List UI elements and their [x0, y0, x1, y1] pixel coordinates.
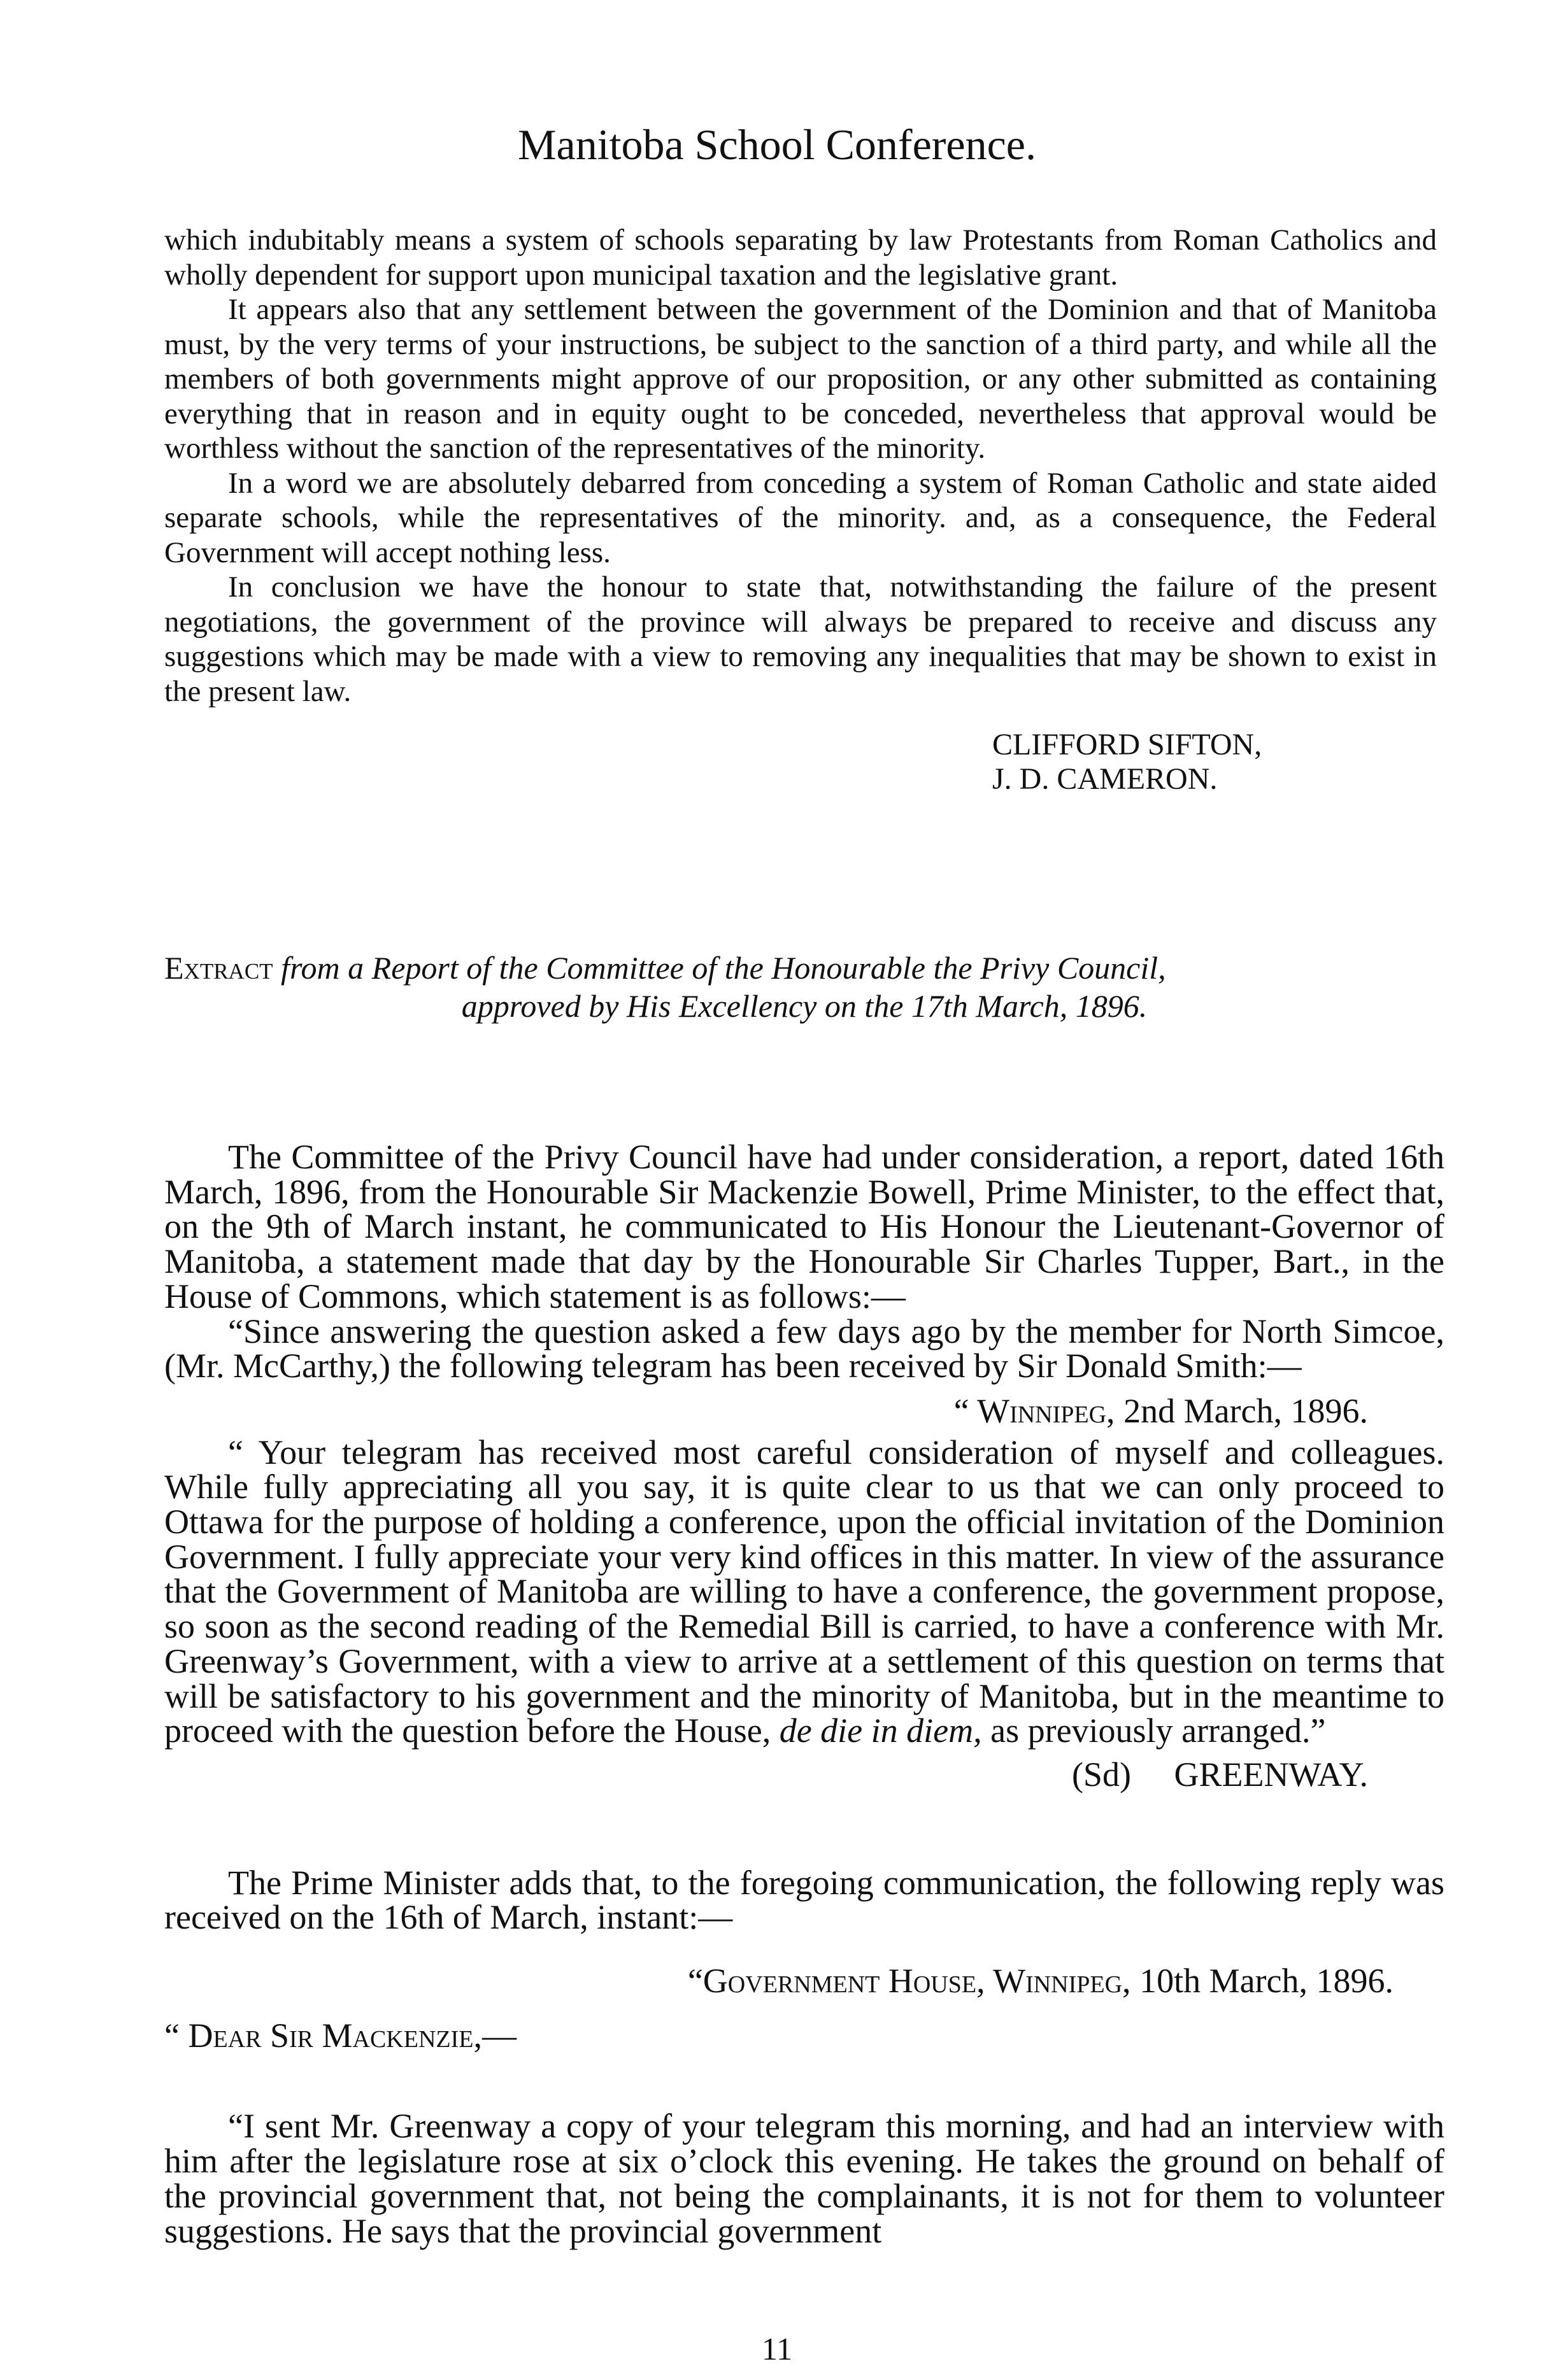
dateline-date: 2nd March, 1896.: [1123, 1391, 1368, 1430]
extract-title: from a Report of the Committee of the Honourable the Privy Council,: [281, 950, 1166, 986]
extract-label: Extract: [164, 950, 273, 986]
extract-heading-line: [164, 987, 1444, 1025]
telegram-signature: [164, 1757, 1444, 1792]
telegram-text: “ Your telegram has received most careful consideration of myself and colleagues. While fully appreciating all you say, it is quite clear to us that we can only proceed to Ottawa for the purpose of holding a conference, upon the official invitation of the Dominion Government. I fully appreciate your very kind offices in this matter. In view of the assurance that the Government of Manitoba are willing to have a conference, the government propose, so soon as the second reading of the Remedial Bill is carried, to have a conference with Mr. Greenway’s Government, with a view to arrive at a settlement of this question on terms that will be satisfactory to his government and the minority of Manitoba, but in the meantime to proceed with the question before the House,: [164, 1433, 1444, 1750]
paragraph: It appears also that any settlement between the government of the Dominion and that of Manitoba must, by the very terms of your instructions, be subject to the sanction of a third party, and while all the members of both governments might approve of our proposition, or any other submitted as containing everything that in reason and in equity ought to be conceded, nevertheless that approval would be worthless without the sanction of the representatives of the minority.: [164, 293, 1437, 465]
sd-name: GREENWAY.: [1174, 1755, 1368, 1794]
signature-block: [992, 728, 1437, 797]
paragraph: “Since answering the question asked a few days ago by the member for North Simcoe, (Mr. McCarthy,) the following telegram has been received by Sir Donald Smith:—: [164, 1312, 1444, 1385]
telegram-body: [164, 1435, 1444, 1748]
latin-phrase: de die in diem,: [779, 1711, 982, 1750]
paragraph: which indubitably means a system of schools separating by law Protestants from Roman Catholics and wholly dependent for support upon municipal taxation and the legislative grant.: [164, 223, 1437, 292]
dateline-place: “ Winnipeg,: [953, 1391, 1115, 1430]
paragraph: In conclusion we have the honour to state that, notwithstanding the failure of the present negotiations, the government of the province will always be prepared to receive and discuss any suggestions which may be made with a view to removing any inequalities that may be shown to exist in the present law.: [164, 570, 1437, 708]
page-number: 11: [761, 2331, 793, 2367]
signature-line: J. D. CAMERON.: [992, 762, 1218, 796]
committee-report: [164, 1140, 1444, 1792]
extract-heading: [164, 949, 1444, 1025]
prime-minister-note: [164, 1866, 1444, 2053]
paragraph: The Committee of the Privy Council have had under consideration, a report, dated 16th March, 1896, from the Honourable Sir Mackenzie Bowell, Prime Minister, to the effect that, on the 9th of March instant, he communicated to His Honour the Lieutenant-Governor of Manitoba, a statement made that day by the Honourable Sir Charles Tupper, Bart., in the House of Commons, which statement is as follows:—: [164, 1138, 1444, 1315]
paragraph: “I sent Mr. Greenway a copy of your telegram this morning, and had an interview with him after the legislature rose at six o’clock this evening. He takes the ground on behalf of the provincial government that, not being the complainants, it is not for them to volunteer suggestions. He says that the provincial government: [164, 2107, 1444, 2250]
letter-dateline: [164, 1964, 1444, 1998]
extract-heading-line: [164, 949, 1444, 987]
telegram-text-end: as previously arranged.”: [990, 1711, 1326, 1750]
dateline-date: 10th March, 1896.: [1139, 1962, 1394, 2000]
signature-line: CLIFFORD SIFTON,: [992, 728, 1262, 761]
letter-conclusion: [164, 223, 1437, 797]
paragraph: In a word we are absolutely debarred from conceding a system of Roman Catholic and state aided separate schools, while the representatives of the minority. and, as a consequence, the Federal Government will accept nothing less.: [164, 466, 1437, 569]
governor-letter: [164, 2109, 1444, 2249]
extract-approval: approved by His Excellency on the 17th March, 1896.: [461, 988, 1148, 1024]
paragraph: The Prime Minister adds that, to the foregoing communication, the following reply was received on the 16th of March, instant:—: [164, 1864, 1444, 1936]
running-header: Manitoba School Conference.: [518, 120, 1036, 169]
sd-mark: (Sd): [1071, 1755, 1131, 1794]
salutation: “ Dear Sir Mackenzie,—: [164, 2016, 517, 2055]
telegram-dateline: [164, 1391, 1444, 1430]
dateline-place: “Government House, Winnipeg,: [687, 1962, 1131, 2000]
